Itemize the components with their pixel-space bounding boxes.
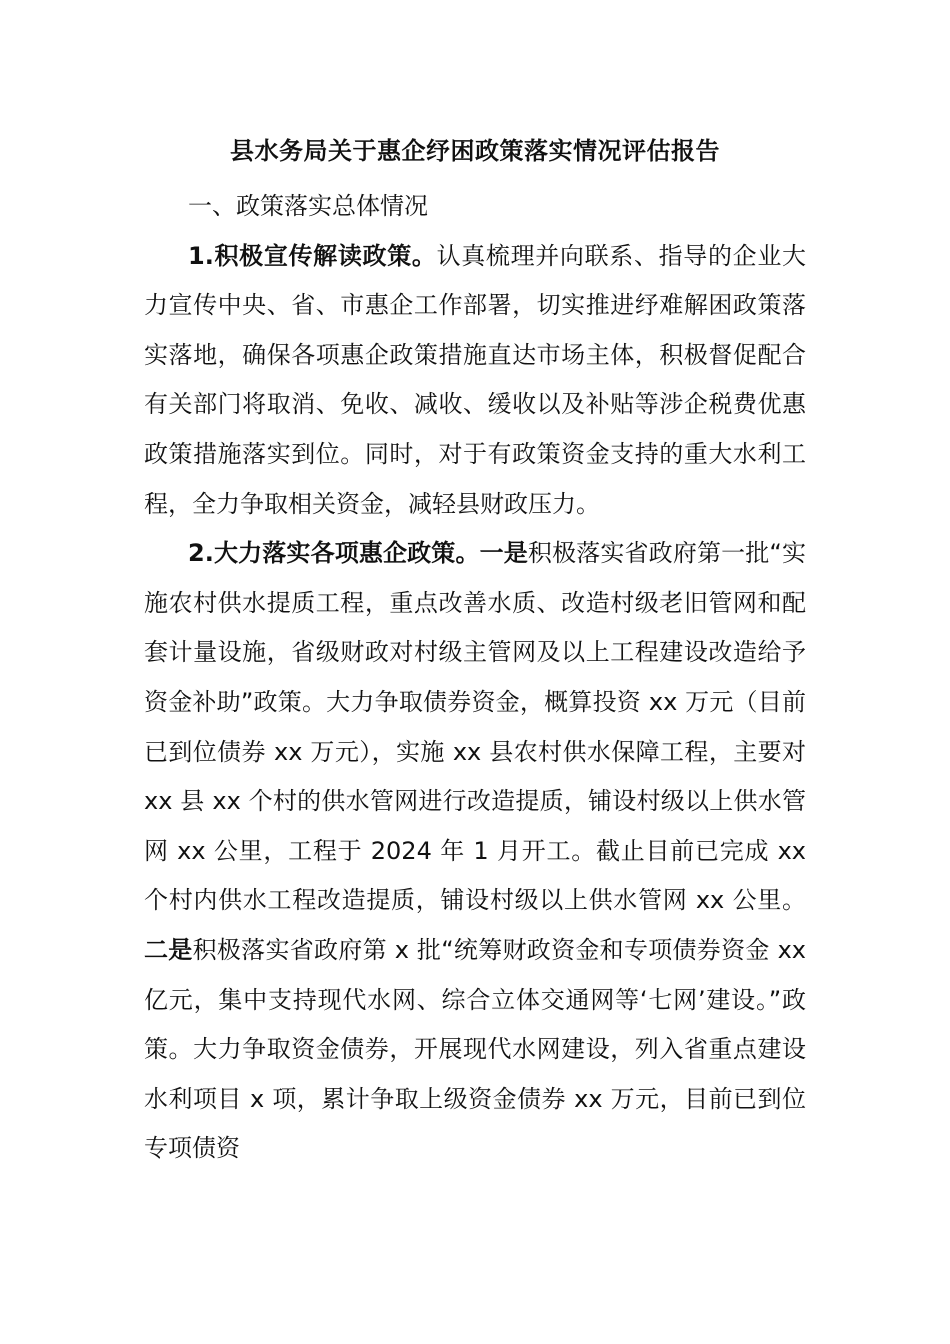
paragraph-2-lead: 2.大力落实各项惠企政策。 bbox=[188, 539, 480, 568]
paragraph-1 bbox=[144, 232, 806, 530]
section-heading: 一、政策落实总体情况 bbox=[188, 192, 428, 220]
paragraph-2-marker-1: 一是 bbox=[479, 539, 528, 568]
paragraph-1-lead: 1.积极宣传解读政策。 bbox=[188, 241, 437, 270]
document-title: 县水务局关于惠企纾困政策落实情况评估报告 bbox=[230, 137, 720, 165]
paragraph-2-text-2: 积极落实省政府第 x 批“统筹财政资金和专项债券资金 xx 亿元，集中支持现代水网、综合立体交通网等‘七网’建设。”政策。大力争取资金债券，开展现代水网建设，列入省重点建设水利项目 x 项，累计争取上级资金债券 xx 万元，目前已到位专项债资 bbox=[144, 935, 806, 1163]
document-body bbox=[144, 182, 806, 1174]
paragraph-2-text-1: 积极落实省政府第一批“实施农村供水提质工程，重点改善水质、改造村级老旧管网和配套计量设施，省级财政对村级主管网及以上工程建设改造给予资金补助”政策。大力争取债券资金，概算投资 xx 万元（目前已到位债券 xx 万元），实施 xx 县农村供水保障工程，主要对 xx 县 xx 个村的供水管网进行改造提质，铺设村级以上供水管网 xx 公里，工程于 2024 年 1 月开工。截止目前已完成 xx 个村内供水工程改造提质，铺设村级以上供水管网 xx 公里。 bbox=[144, 539, 806, 915]
paragraph-1-text: 认真梳理并向联系、指导的企业大力宣传中央、省、市惠企工作部署，切实推进纾难解困政策落实落地，确保各项惠企政策措施直达市场主体，积极督促配合有关部门将取消、免收、减收、缓收以及补贴等涉企税费优惠政策措施落实到位。同时，对于有政策资金支持的重大水利工程，全力争取相关资金，减轻县财政压力。 bbox=[144, 241, 806, 518]
paragraph-2 bbox=[144, 529, 806, 1174]
paragraph-2-marker-2: 二是 bbox=[144, 935, 193, 964]
